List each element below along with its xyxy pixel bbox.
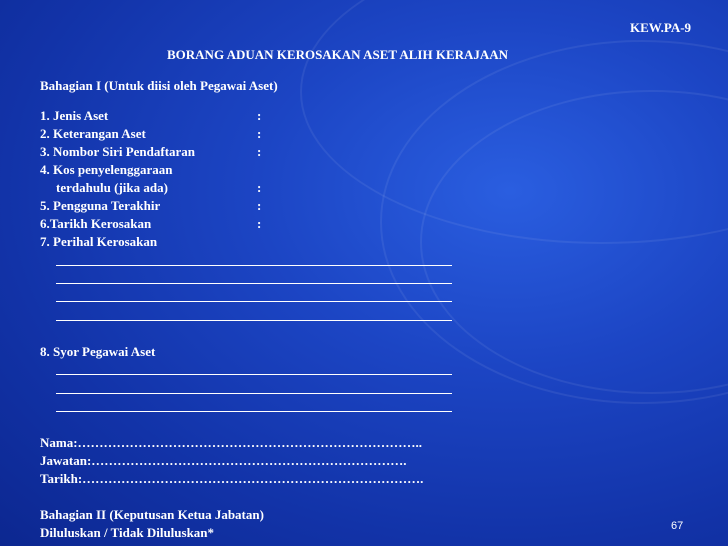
field-label: 6.Tarikh Kerosakan <box>40 216 152 231</box>
field-label: 2. Keterangan Aset <box>40 126 146 141</box>
fill-in-line <box>56 393 452 394</box>
field-label: 5. Pengguna Terakhir <box>40 198 161 213</box>
name-field: Nama:…………………………………………………………………….. <box>40 435 423 450</box>
fill-in-line <box>56 301 452 302</box>
fill-in-line <box>56 265 452 266</box>
decision-text: Diluluskan / Tidak Diluluskan* <box>40 525 215 540</box>
background-swoosh <box>300 0 728 244</box>
field-colon: : <box>257 198 262 213</box>
field-label-continued: terdahulu (jika ada) <box>56 180 168 195</box>
field-label: 7. Perihal Kerosakan <box>40 234 158 249</box>
fill-in-line <box>56 320 452 321</box>
field-colon: : <box>257 144 262 159</box>
fill-in-line <box>56 411 452 412</box>
part2-heading: Bahagian II (Keputusan Ketua Jabatan) <box>40 507 264 522</box>
field-colon: : <box>257 180 262 195</box>
form-code: KEW.PA-9 <box>630 20 692 35</box>
field-label: 3. Nombor Siri Pendaftaran <box>40 144 196 159</box>
form-title: BORANG ADUAN KEROSAKAN ASET ALIH KERAJAAN <box>167 47 509 62</box>
fill-in-line <box>56 374 452 375</box>
fill-in-line <box>56 283 452 284</box>
field-label: 1. Jenis Aset <box>40 108 109 123</box>
field-colon: : <box>257 108 262 123</box>
position-field: Jawatan:………………………………………………………………. <box>40 453 407 468</box>
field-colon: : <box>257 216 262 231</box>
part1-heading: Bahagian I (Untuk diisi oleh Pegawai Aset) <box>40 78 278 93</box>
field-label: 4. Kos penyelenggaraan <box>40 162 173 177</box>
date-field: Tarikh:……………………………………………………………………. <box>40 471 424 486</box>
recommendation-label: 8. Syor Pegawai Aset <box>40 344 156 359</box>
page-number: 67 <box>671 520 684 532</box>
field-colon: : <box>257 126 262 141</box>
